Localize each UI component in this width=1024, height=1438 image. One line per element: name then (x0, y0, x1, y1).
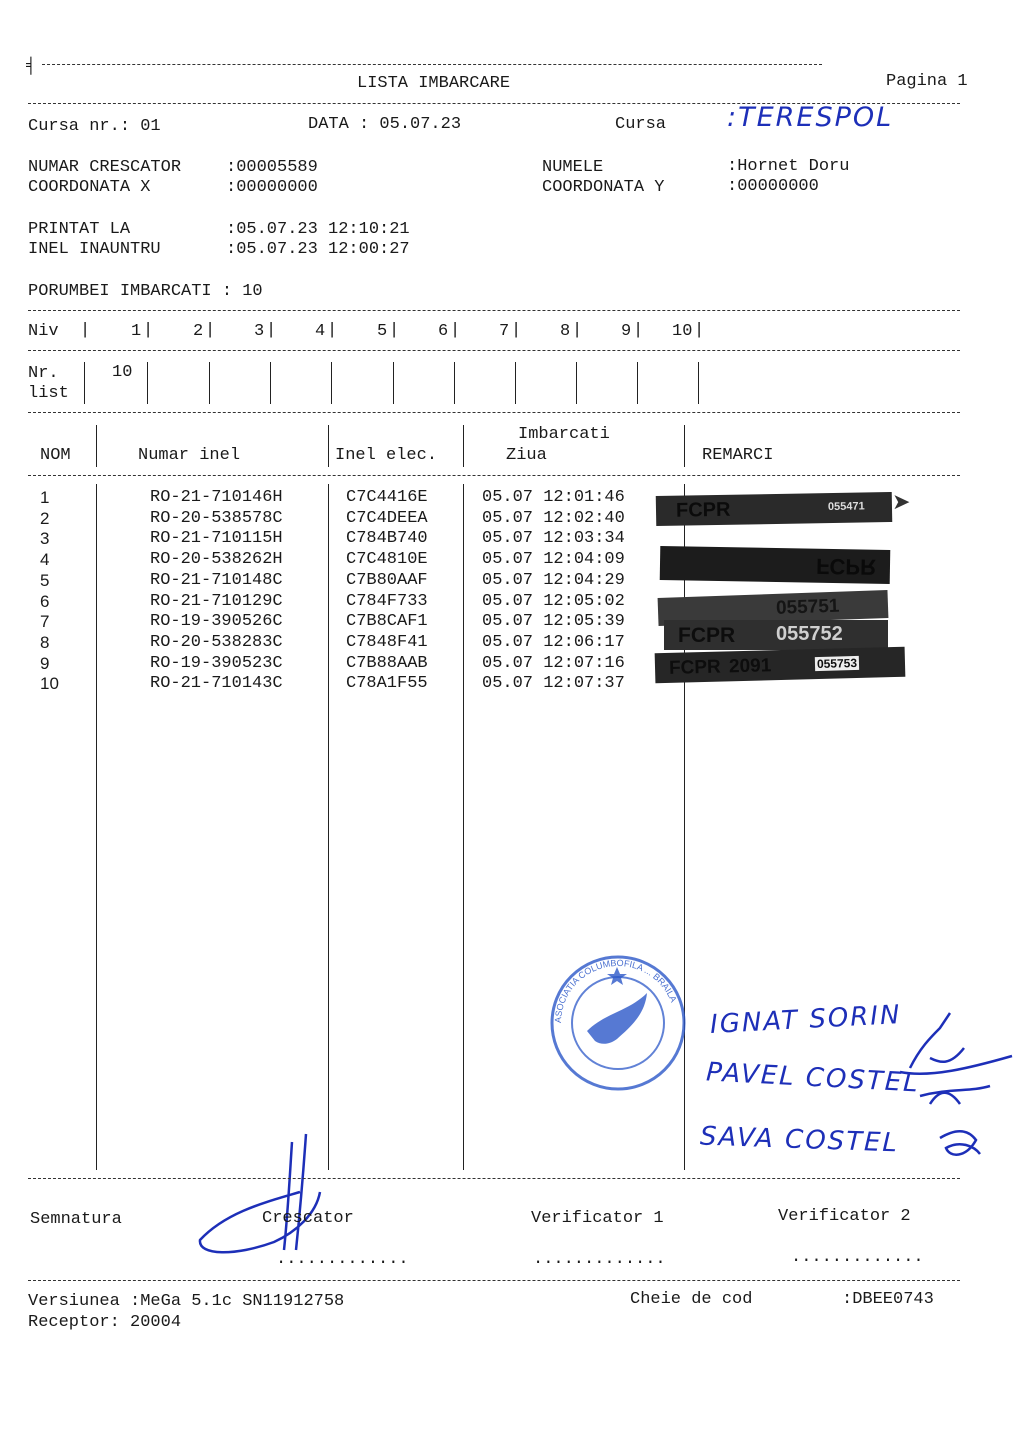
race-number: Cursa nr.: 01 (28, 117, 161, 136)
breeder-number-value: :00005589 (226, 158, 318, 177)
race-label: Cursa (615, 115, 667, 134)
boarded-time: 05.07 12:07:16 (482, 653, 625, 673)
boarded-time: 05.07 12:07:37 (482, 674, 625, 694)
breeder-signature (196, 1132, 336, 1262)
ring-number: RO-20-538578C (150, 508, 283, 528)
divider (28, 310, 960, 311)
electronic-ring: C784F733 (346, 591, 428, 611)
electronic-ring: C7848F41 (346, 632, 428, 652)
col-separator (96, 484, 97, 1170)
niv-separator: | (694, 321, 705, 340)
row-number: 8 (40, 632, 50, 652)
niv-separator: | (80, 321, 91, 340)
col-separator (96, 425, 97, 467)
nr-list-label-1: Nr. (28, 364, 59, 383)
verifier-1-label: Verificator 1 (531, 1209, 664, 1228)
top-margin-mark: ╡ (26, 57, 36, 75)
row-number: 2 (40, 508, 50, 528)
breeder-name-label: NUMELE (542, 158, 604, 177)
svg-text:ASOCIATIA COLUMBOFILA ... BRAI: ASOCIATIA COLUMBOFILA ... BRAILA (552, 957, 679, 1024)
nr-list-separator (147, 362, 148, 404)
ring-number: RO-21-710146H (150, 488, 283, 507)
ring-number: RO-19-390523C (150, 653, 283, 673)
niv-level-7: 7 (499, 322, 510, 341)
software-version: Versiunea :MeGa 5.1c SN11912758 (28, 1292, 345, 1311)
breeder-signature-line: ............. (276, 1250, 409, 1269)
niv-level-9: 9 (621, 322, 632, 341)
ring-tape: FCPR (660, 546, 891, 584)
col-header-electronic-ring: Inel elec. (335, 446, 438, 465)
row-number: 6 (40, 591, 50, 611)
ring-number: RO-20-538262H (150, 550, 283, 570)
handwritten-signatures (890, 1008, 1020, 1178)
boarded-time: 05.07 12:03:34 (482, 529, 625, 549)
printed-at-value: :05.07.23 12:10:21 (226, 220, 410, 239)
handwritten-name-1: IGNAT SORIN (709, 1000, 903, 1040)
divider-top (42, 64, 822, 65)
coord-y-value: :00000000 (727, 177, 819, 196)
nr-list-separator (84, 362, 85, 404)
ring-number: RO-21-710115H (150, 529, 283, 549)
code-key-label: Cheie de cod (630, 1290, 753, 1309)
nr-list-label-2: list (28, 384, 69, 403)
niv-separator: | (143, 321, 154, 340)
niv-separator: | (633, 321, 644, 340)
niv-separator: | (327, 321, 338, 340)
association-stamp (547, 953, 689, 1093)
coord-x-value: :00000000 (226, 178, 318, 197)
niv-level-5: 5 (377, 322, 388, 341)
niv-label: Niv (28, 322, 59, 341)
handwritten-name-3: SAVA COSTEL (699, 1121, 900, 1159)
col-separator (328, 484, 329, 1170)
col-separator (684, 425, 685, 467)
niv-level-4: 4 (315, 322, 326, 341)
divider (28, 475, 960, 476)
niv-separator: | (511, 321, 522, 340)
electronic-ring: C7B80AAF (346, 570, 428, 590)
verifier-2-label: Verificator 2 (778, 1207, 911, 1226)
electronic-ring: C78A1F55 (346, 674, 428, 694)
col-header-ring-number: Numar inel (138, 446, 241, 465)
divider (28, 350, 960, 351)
boarded-time: 05.07 12:05:02 (482, 591, 625, 611)
col-header-boarded: Imbarcati (518, 425, 610, 444)
breeder-name-value: :Hornet Doru (727, 157, 850, 176)
nr-list-separator (454, 362, 455, 404)
niv-separator: | (266, 321, 277, 340)
nr-list-separator (637, 362, 638, 404)
nr-list-separator (270, 362, 271, 404)
niv-level-8: 8 (560, 322, 571, 341)
electronic-ring: C7C4DEEA (346, 508, 428, 528)
ring-inside-label: INEL INAUNTRU (28, 240, 161, 259)
nr-list-separator (576, 362, 577, 404)
breeder-number-label: NUMAR CRESCATOR (28, 158, 182, 177)
printed-at-label: PRINTAT LA (28, 220, 131, 239)
boarded-time: 05.07 12:01:46 (482, 488, 625, 507)
handwritten-name-2: PAVEL COSTEL (705, 1057, 921, 1099)
ring-number: RO-19-390526C (150, 612, 283, 632)
signature-label: Semnatura (30, 1210, 122, 1229)
divider (28, 1280, 960, 1281)
race-destination-handwritten: :TERESPOL (727, 102, 894, 133)
receptor-number: Receptor: 20004 (28, 1313, 182, 1332)
ring-tape: 055751 (658, 590, 889, 626)
row-number: 4 (40, 550, 50, 570)
boarded-time: 05.07 12:05:39 (482, 612, 625, 632)
niv-separator: | (450, 321, 461, 340)
ring-tape: FCPR 2091 055753 (655, 647, 906, 684)
divider (28, 1178, 960, 1179)
ring-tape: FCPR 055471 (656, 492, 892, 526)
pigeons-boarded-count: PORUMBEI IMBARCATI : 10 (28, 282, 263, 301)
page-number: Pagina 1 (886, 72, 968, 91)
nr-list-separator (331, 362, 332, 404)
code-key-value: :DBEE0743 (842, 1290, 934, 1309)
breeder-signature-label: Crescator (262, 1209, 354, 1228)
row-number: 10 (40, 674, 59, 694)
verifier-2-signature-line: ............. (791, 1248, 924, 1267)
electronic-ring: C7C4416E (346, 488, 428, 507)
coord-y-label: COORDONATA Y (542, 178, 665, 197)
niv-level-10: 10 (672, 322, 693, 341)
col-separator (328, 425, 329, 467)
page-title: LISTA IMBARCARE (357, 74, 511, 93)
nr-list-separator (698, 362, 699, 404)
ring-number: RO-21-710143C (150, 674, 283, 694)
boarded-time: 05.07 12:02:40 (482, 508, 625, 528)
niv-separator: | (572, 321, 583, 340)
boarded-time: 05.07 12:04:29 (482, 570, 625, 590)
niv-level-3: 3 (254, 322, 265, 341)
niv-level-6: 6 (438, 322, 449, 341)
divider (28, 412, 960, 413)
verifier-1-signature-line: ............. (533, 1250, 666, 1269)
niv-separator: | (389, 321, 400, 340)
ring-number: RO-21-710129C (150, 591, 283, 611)
pigeon-icon (587, 993, 647, 1044)
ring-inside-value: :05.07.23 12:00:27 (226, 240, 410, 259)
star-icon (607, 967, 627, 985)
nr-list-separator (209, 362, 210, 404)
ring-tape: FCPR 055752 (664, 620, 888, 650)
col-header-day: Ziua (506, 446, 547, 465)
ring-number: RO-21-710148C (150, 570, 283, 590)
boarded-time: 05.07 12:06:17 (482, 632, 625, 652)
row-number: 9 (40, 653, 50, 673)
boarded-time: 05.07 12:04:09 (482, 550, 625, 570)
nr-list-separator (515, 362, 516, 404)
col-header-nom: NOM (40, 446, 71, 465)
electronic-ring: C7C4810E (346, 550, 428, 570)
electronic-ring: C7B8CAF1 (346, 612, 428, 632)
electronic-ring: C7B88AAB (346, 653, 428, 673)
row-number: 3 (40, 529, 50, 549)
nr-list-separator (393, 362, 394, 404)
col-separator (463, 484, 464, 1170)
electronic-ring: C784B740 (346, 529, 428, 549)
tape-shred: ➤ (892, 490, 911, 515)
ring-number: RO-20-538283C (150, 632, 283, 652)
row-number: 1 (40, 488, 50, 507)
niv-level-2: 2 (193, 322, 204, 341)
row-number: 5 (40, 570, 50, 590)
col-separator (463, 425, 464, 467)
row-number: 7 (40, 612, 50, 632)
race-date: DATA : 05.07.23 (308, 115, 462, 134)
niv-level-1: 1 (131, 322, 142, 341)
niv-separator: | (205, 321, 216, 340)
coord-x-label: COORDONATA X (28, 178, 151, 197)
nr-list-value: 10 (112, 363, 133, 382)
col-header-remarks: REMARCI (702, 446, 774, 465)
